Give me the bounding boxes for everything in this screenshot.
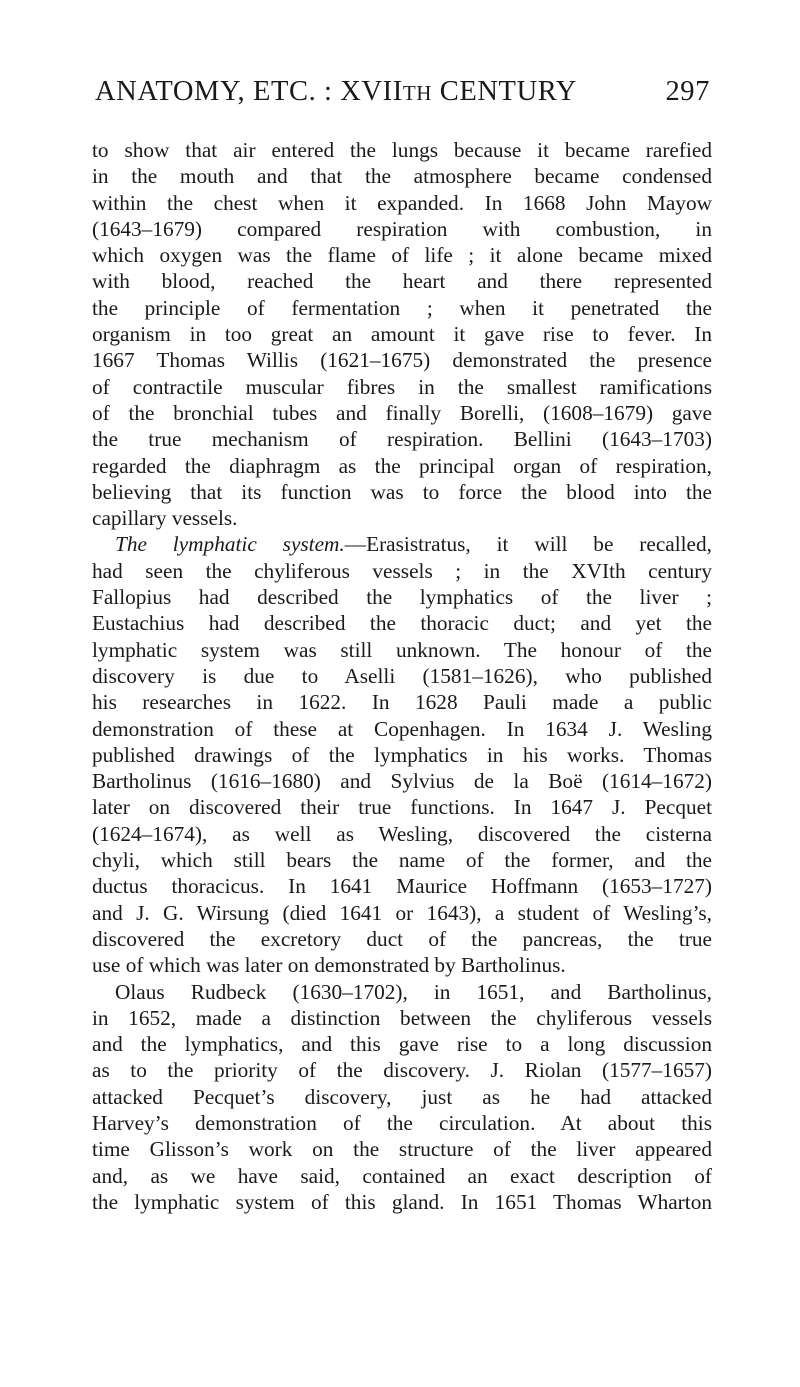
text-line: and J. G. Wirsung (died 1641 or 1643), a student of Wesling’s, (92, 900, 712, 925)
text-line: and the lymphatics, and this gave rise to a long discussion (92, 1032, 712, 1057)
text-line: believing that its function was to force the blood into the (92, 479, 712, 504)
text-line: Eustachius had described the thoracic duct; and yet the (92, 611, 712, 636)
text-line: lymphatic system was still unknown. The honour of the (92, 637, 712, 662)
section-first-line-text: —Erasistratus, it will be recalled, (344, 532, 712, 557)
text-line: of the bronchial tubes and finally Borelli, (1608–1679) gave (92, 400, 712, 425)
text-line: within the chest when it expanded. In 1668 John Mayow (92, 190, 712, 215)
text-line: Fallopius had described the lymphatics of the liver ; (92, 585, 712, 610)
running-head-title-smallcaps: TH (402, 81, 433, 105)
section-first-line (92, 531, 712, 557)
text-line: in 1652, made a distinction between the chyliferous vessels (92, 1005, 712, 1030)
text-line: had seen the chyliferous vessels ; in the XVIth century (92, 558, 712, 583)
running-head-title-end: CENTURY (432, 76, 577, 107)
text-line: demonstration of these at Copenhagen. In 1634 J. Wesling (92, 716, 712, 741)
text-line: discovered the excretory duct of the pancreas, the true (92, 926, 712, 951)
text-line: time Glisson’s work on the structure of the liver appeared (92, 1137, 712, 1162)
text-line: ductus thoracicus. In 1641 Maurice Hoffmann (1653–1727) (92, 874, 712, 899)
body-text (92, 137, 712, 1215)
text-line: to show that air entered the lungs because it became rarefied (92, 138, 712, 162)
text-line: in the mouth and that the atmosphere became condensed (92, 164, 712, 189)
text-line: (1643–1679) compared respiration with combustion, in (92, 216, 712, 241)
text-line: Olaus Rudbeck (1630–1702), in 1651, and Bartholinus, (115, 979, 712, 1004)
text-line: Bartholinus (1616–1680) and Sylvius de la Boë (1614–1672) (92, 769, 712, 794)
text-line: and, as we have said, contained an exact description of (92, 1163, 712, 1188)
text-line: Harvey’s demonstration of the circulation. At about this (92, 1110, 712, 1135)
text-line: of contractile muscular fibres in the smallest ramifications (92, 374, 712, 399)
section-heading: The lymphatic system. (115, 532, 345, 557)
text-line: the lymphatic system of this gland. In 1651 Thomas Wharton (92, 1189, 712, 1214)
text-line: published drawings of the lymphatics in his works. Thomas (92, 742, 712, 767)
running-head (95, 76, 710, 116)
text-line: use of which was later on demonstrated by Bartholinus. (92, 953, 566, 978)
page-number: 297 (665, 76, 710, 107)
running-head-title-main: ANATOMY, ETC. : XVII (95, 76, 403, 107)
text-line: chyli, which still bears the name of the former, and the (92, 848, 712, 873)
text-line: attacked Pecquet’s discovery, just as he had attacked (92, 1084, 712, 1109)
text-line: discovery is due to Aselli (1581–1626), who published (92, 663, 712, 688)
text-line: his researches in 1622. In 1628 Pauli made a public (92, 690, 712, 715)
text-line: with blood, reached the heart and there represented (92, 269, 712, 294)
running-head-title (95, 76, 577, 108)
text-line: as to the priority of the discovery. J. Riolan (1577–1657) (92, 1058, 712, 1083)
text-line: (1624–1674), as well as Wesling, discovered the cisterna (92, 821, 712, 846)
text-line: organism in too great an amount it gave rise to fever. In (92, 322, 712, 347)
text-line: 1667 Thomas Willis (1621–1675) demonstrated the presence (92, 348, 712, 373)
text-line: the true mechanism of respiration. Bellini (1643–1703) (92, 427, 712, 452)
text-line: which oxygen was the flame of life ; it alone became mixed (92, 243, 712, 268)
text-line: the principle of fermentation ; when it penetrated the (92, 295, 712, 320)
text-line: regarded the diaphragm as the principal organ of respiration, (92, 453, 712, 478)
text-line: later on discovered their true functions. In 1647 J. Pecquet (92, 795, 712, 820)
text-line: capillary vessels. (92, 506, 238, 531)
